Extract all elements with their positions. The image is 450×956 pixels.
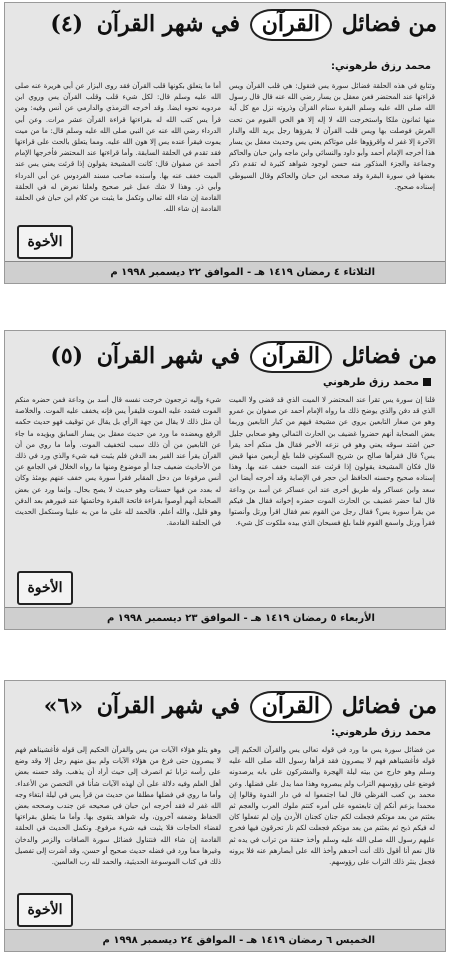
article-clipping-6 [4, 680, 446, 952]
headline-month: شهر القرآن [96, 11, 204, 37]
newspaper-logo: الأخوة [17, 571, 73, 605]
episode-number: (٤) [50, 11, 84, 37]
article-clipping-5 [4, 330, 446, 630]
headline-quran: القرآن [250, 341, 332, 373]
headline-prefix: من فضائل [341, 11, 437, 37]
headline-mid: في [211, 693, 241, 719]
article-body [15, 81, 435, 251]
headline-quran: القرآن [250, 9, 332, 41]
byline-square-icon [423, 378, 431, 386]
column-right: من فضائل سورة يس ما ورد في قوله تعالى يس والقرآن الحكيم إلى قوله فأغشيناهم فهم لا يبصرون فقد قرأها رسول الله صلى الله عليه وسلم وهو خارج من بيته ليلة الهجرة والمشركون على بابه يرصدونه فوضع على رؤوسهم التراب ولم يبصروه وهذا مما يدل على فضلها. وعن محمد بن كعب القرظي قال لما اجتمعوا له في دار الندوة وقالوا إن محمدا يزعم أنكم إن تابعتموه على أمره كنتم ملوك العرب والعجم ثم بعثتم من بعد موتكم فجعلت لكم جنان كجنان الأردن وإن لم تفعلوا كان له فيكم ذبح ثم بعثتم من بعد موتكم فجعلت لكم نار تحرقون فيها فخرج عليهم رسول الله صلى الله عليه وسلم وأخذ حفنة من تراب في يده ثم قال نعم أنا أقول ذلك أنت أحدهم وأخذ الله على أبصارهم عنه فلا يرونه فجعل ينثر ذلك التراب على رؤوسهم. [229, 746, 435, 867]
headline-mid: في [211, 343, 241, 369]
headline [50, 341, 437, 373]
headline-prefix: من فضائل [341, 693, 437, 719]
headline-month: شهر القرآن [96, 693, 204, 719]
date-footer: الثلاثاء ٤ رمضان ١٤١٩ هـ - الموافق ٢٢ ديسمبر ١٩٩٨ م [5, 261, 445, 283]
byline: محمد رزق طرهوني: [330, 727, 431, 738]
byline [323, 377, 431, 388]
article-body [15, 395, 435, 595]
headline-mid: في [211, 11, 241, 37]
date-footer: الأربعاء ٥ رمضان ١٤١٩ هـ - الموافق ٢٣ ديسمبر ١٩٩٨ م [5, 607, 445, 629]
byline: محمد رزق طرهوني: [330, 61, 431, 72]
episode-number: (٥) [50, 343, 84, 369]
column-left: أما ما يتعلق بكونها قلب القرآن فقد روى البزار عن أبي هريرة عنه صلى الله عليه وسلم قال: لكل شيء قلب وقلب القرآن يس وروي ابن مردويه نحوه ايضا. وقد أخرجه الترمذي والدارمي عن أنس وفيه: ومن قرأ يس كتب الله له بقراءتها قراءة القرآن عشر مرات. وعن أبي الدرداء رضي الله عنه عن النبي صلى الله عليه وسلم قال: ما من ميت يموت فيقرأ عنده يس إلا هون الله عليه. ومما يتعلق بالحث على قراءتها فقد تقدم في الحلقة السابقة. وأما قراءتها عند المحتضر فأخرجها الإمام أحمد عن صفوان قال: كانت المشيخة يقولون إذا قرئت يعني يس عند الميت خفف عنه بها. وأسنده صاحب مسند الفردوس عن أبي الدرداء وأبي ذر. وهذا لا شك عمل غير صحيح ولعلنا نعرض له في الحلقة القادمة إن شاء الله تعالى وتكمل ما يثبت من كلام ابن حبان في الحلقة القادمة إن شاء الله. [15, 82, 221, 214]
headline-quran: القرآن [250, 691, 332, 723]
column-left: وهو يتلو هؤلاء الآيات من يس والقرآن الحكيم إلى قوله فأغشيناهم فهم لا يبصرون حتى فرغ من هؤلاء الآيات ولم يبق منهم رجل إلا وقد وضع على رأسه ترابا ثم انصرف إلى حيث أراد أن يذهب. وقد حسنه بعض أهل العلم وفيه دلالة على أن لهذه الآيات شأنا في التحصن من الأعداء. وأما ما روي في فضلها مطلقا من حديث من قرأ يس في ليلة ابتغاء وجه الله غفر له فقد أخرجه ابن حبان في صحيحه عن جندب وصححه بعض الحفاظ وضعفه آخرون، وله شواهد يتقوى بها. وأما ما يتعلق بقراءتها لقضاء الحاجات فلا يثبت فيه شيء مرفوع. ونكمل الحديث في الحلقة القادمة إن شاء الله فنتناول فضائل سورة الصافات والزمر والدخان وغيرها مما ورد في فضله حديث صحيح أو حسن، وقد أشرت إلى تفصيل ذلك في كتاب الموسوعة الحديثية، والحمد لله رب العالمين. [15, 746, 221, 867]
article-clipping-4 [4, 2, 446, 284]
column-right: وتتابع في هذه الحلقة فضائل سورة يس فنقول: هي قلب القرآن ويس قراءتها عند المحتضر فعن معقل بن يسار رضي الله عنه قال قال رسول الله صلى الله عليه وسلم البقرة سنام القرآن وذروته نزل مع كل آية منها ثمانون ملكا واستخرجت الله لا إله إلا هو الحي القيوم من تحت العرش فوصلت بها ويس قلب القرآن لا يقرؤها رجل يريد الله والدار الآخرة إلا غفر له واقرؤوها على موتاكم يعني يس وحديث معقل بن يسار هذا أخرجه الإمام أحمد وأبو داود والنسائي وابن ماجه وابن حبان والحاكم وجماعة والجزء المذكور منه حسن لوجود شواهد كثيرة له تقدم ذكر بعضها في سورة البقرة وقد صححه ابن حبان والحاكم وقال السيوطي إسناده صحيح. [229, 82, 435, 191]
column-left: شيء وإليه ترجعون خرجت نفسه قال أسد بن وداعة فمن حضره منكم الموت فشدد عليه الموت فليقرأ يس فإنه يخفف عليه الموت. والخلاصة أن مثل ذلك لا يقال من جهة الرأي بل يقال عن توقيف فهو حديث حكمه الرفع ويعضده ما ورد من حديث معقل بن يسار السابق ويؤيده ما جاء عن التابعين من أن ذلك سبب لتخفيف الموت. وأما ما روي من أن القرآن يقرأ عند القبر بعد الدفن فلم يثبت فيه شيء والذي ورد في ذلك من الأحاديث ضعيف جدا أو موضوع ومنها ما رواه الخلال في الجامع عن أنس مرفوعا من دخل المقابر فقرأ سورة يس خفف عنهم يومئذ وكان له بعدد من فيها حسنات وهو حديث لا يصح بحال. وإنما ورد عن بعض الصحابة أنهم أوصوا بقراءة فاتحة البقرة وخاتمتها عند قبورهم بعد الدفن وهو قليل، والله أعلم. فالحمد لله على ما من به علينا وسنكمل الحديث في الحلقة القادمة. [15, 396, 221, 528]
headline [50, 9, 437, 41]
episode-number: «٦» [43, 693, 84, 719]
headline [44, 691, 437, 723]
headline-prefix: من فضائل [341, 343, 437, 369]
headline-month: شهر القرآن [96, 343, 204, 369]
column-right: قلنا إن سورة يس تقرأ عند المحتضر لا الميت الذي قد قضى ولا الميت الذي قد دفن والذي يوضح ذلك ما رواه الإمام أحمد عن صفوان بن عمرو وهو من صغار التابعين يروي عن مشيخة فيهم من كبار التابعين وربما بعض الصحابة أنهم حضروا غضيف بن الحارث الثمالي وهو صحابي جليل حين اشتد سوقه يعني وهو في نزعه الأخير فقال هل منكم أحد يقرأ يس؟ قال فقرأها صالح بن شريح السكوني فلما بلغ أربعين منها قبض قال فكان المشيخة يقولون إذا قرئت عند الميت خفف عنه بها. وهذا إسناده صحيح وحسنه الحافظ ابن حجر في الإصابة وقد أخرجه أيضا ابن سعد وابن عساكر وله طريق أخرى عند ابن عساكر عن أسد بن وداعة قال لما حضر غضيف بن الحارث الموت حضره إخوانه فقال هل فيكم من يقرأ سورة يس؟ فقال رجل من القوم نعم فقال اقرأ ورتل وأنصتوا فقرأ ورتل واسمع القوم فلما بلغ فسبحان الذي بيده ملكوت كل شيء. [229, 396, 435, 528]
newspaper-logo: الأخوة [17, 225, 73, 259]
article-body [15, 745, 435, 923]
date-footer: الخميس ٦ رمضان ١٤١٩ هـ - الموافق ٢٤ ديسمبر ١٩٩٨ م [5, 929, 445, 951]
newspaper-logo: الأخوة [17, 893, 73, 927]
byline-text: محمد رزق طرهوني [322, 377, 419, 388]
